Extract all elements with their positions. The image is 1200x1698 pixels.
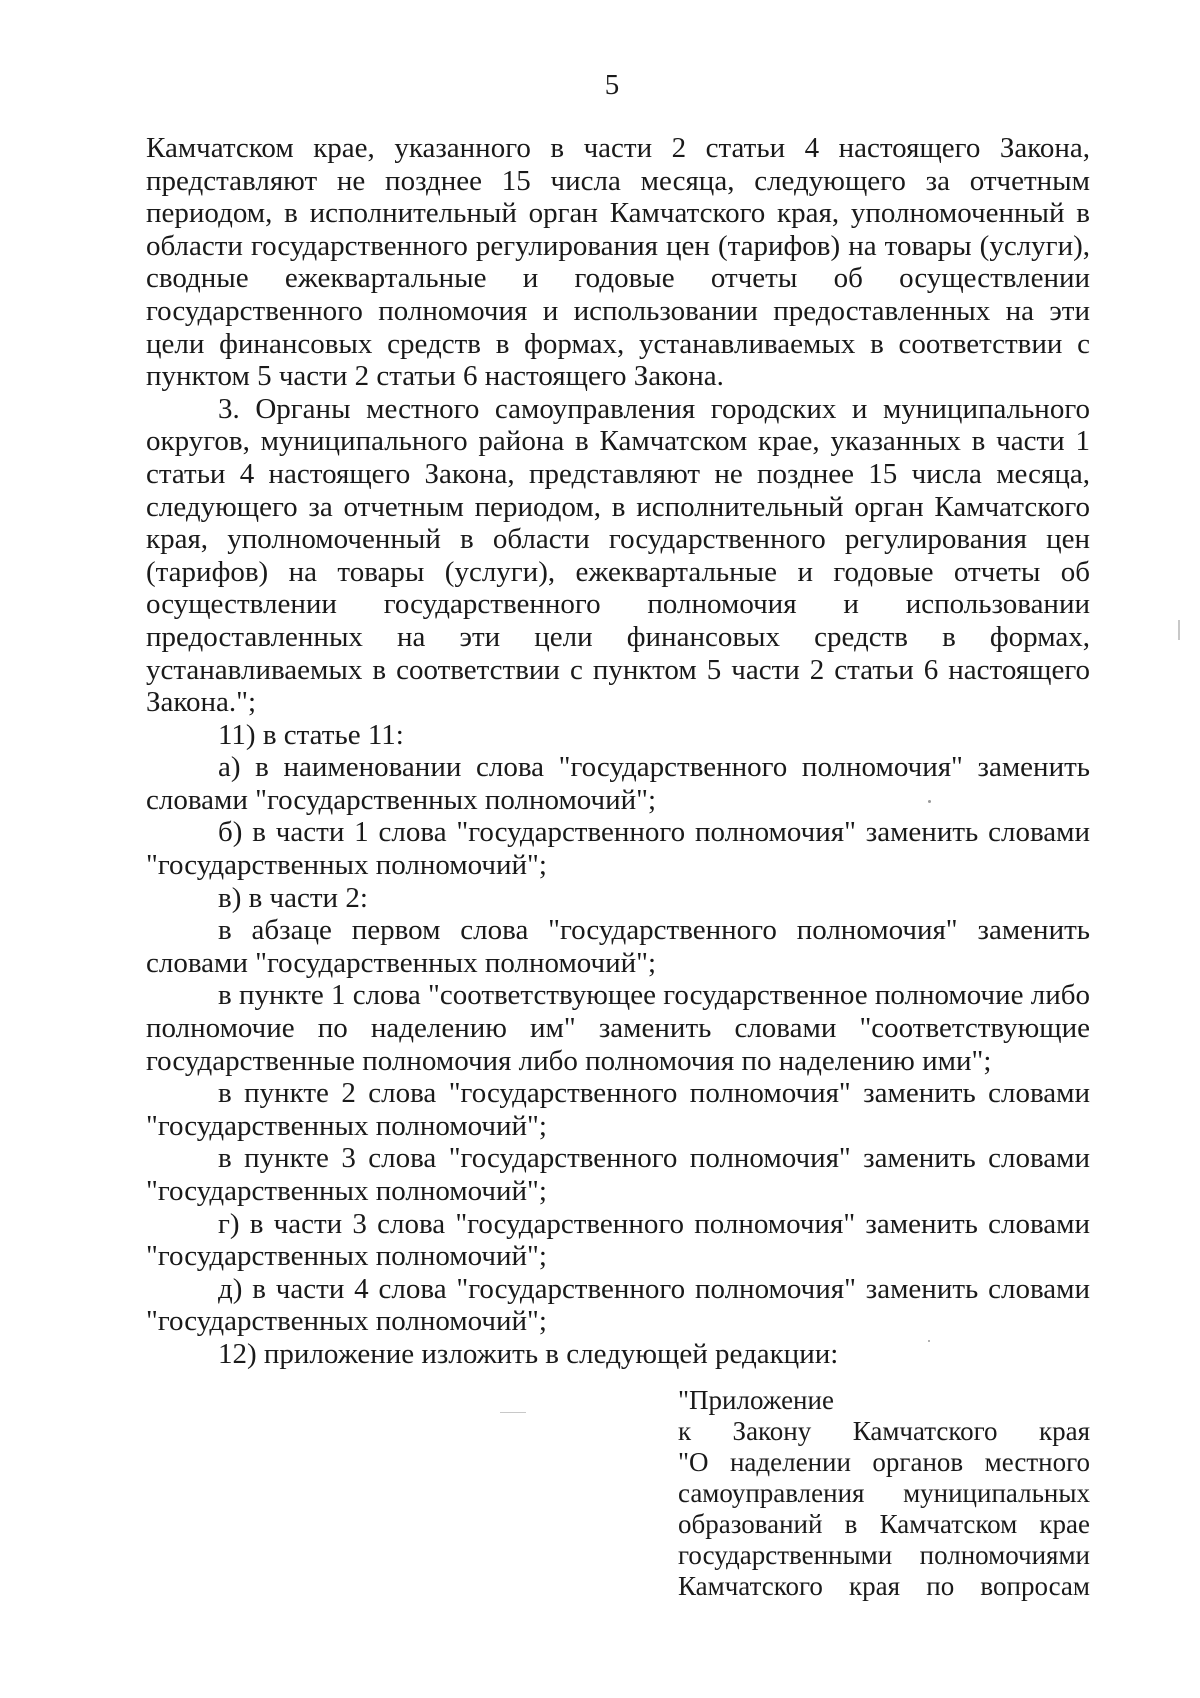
appendix-line: государственными полномочиями xyxy=(678,1540,1090,1570)
paragraph: в пункте 2 слова "государственного полномочия" заменить словами "государственных полномочий"; xyxy=(146,1077,1090,1142)
paragraph: в пункте 1 слова "соответствующее государственное полномочие либо полномочие по наделению им" заменить словами "соответствующие государственные полномочия либо полномочия по наделению ими"; xyxy=(146,979,1090,1077)
appendix-line: образований в Камчатском крае xyxy=(678,1509,1090,1539)
scan-mark xyxy=(500,1412,526,1413)
paragraph: 12) приложение изложить в следующей редакции: xyxy=(218,1337,839,1370)
paragraph: 11) в статье 11: xyxy=(218,718,404,751)
document-body xyxy=(146,132,1090,1371)
appendix-header xyxy=(678,1385,1090,1602)
paragraph: д) в части 4 слова "государственного полномочия" заменить словами "государственных полномочий"; xyxy=(146,1272,1090,1338)
appendix-line: "О наделении органов местного xyxy=(678,1447,1090,1477)
paragraph: 3. Органы местного самоуправления городских и муниципального округов, муниципального района в Камчатском крае, указанных в части 1 статьи 4 настоящего Закона, представляют не позднее 15 числа месяца, следующего за отчетным периодом, в исполнительный орган Камчатского края, уполномоченный в области государственного регулирования цен (тарифов) на товары (услуги), ежеквартальные и годовые отчеты об осуществлении государственного полномочия и использовании предоставленных на эти цели финансовых средств в формах, устанавливаемых в соответствии с пунктом 5 части 2 статьи 6 настоящего Закона."; xyxy=(146,392,1090,719)
appendix-line: "Приложение xyxy=(678,1385,834,1415)
paragraph: г) в части 3 слова "государственного полномочия" заменить словами "государственных полномочий"; xyxy=(146,1207,1090,1273)
paragraph: а) в наименовании слова "государственного полномочия" заменить словами "государственных полномочий"; xyxy=(146,751,1090,816)
scan-speck xyxy=(928,800,931,803)
paragraph: в) в части 2: xyxy=(218,881,368,914)
paragraph: в абзаце первом слова "государственного полномочия" заменить словами "государственных полномочий"; xyxy=(146,914,1090,979)
paragraph: в пункте 3 слова "государственного полномочия" заменить словами "государственных полномочий"; xyxy=(146,1142,1090,1207)
paragraph: б) в части 1 слова "государственного полномочия" заменить словами "государственных полномочий"; xyxy=(146,816,1090,882)
scan-speck xyxy=(928,1340,930,1342)
scan-mark xyxy=(1178,620,1180,640)
appendix-line: к Закону Камчатского края xyxy=(678,1416,1090,1446)
appendix-line: Камчатского края по вопросам xyxy=(678,1571,1090,1601)
paragraph: Камчатском крае, указанного в части 2 статьи 4 настоящего Закона, представляют не позднее 15 числа месяца, следующего за отчетным периодом, в исполнительный орган Камчатского края, уполномоченный в области государственного регулирования цен (тарифов) на товары (услуги), сводные ежеквартальные и годовые отчеты об осуществлении государственного полномочия и использовании предоставленных на эти цели финансовых средств в формах, устанавливаемых в соответствии с пунктом 5 части 2 статьи 6 настоящего Закона. xyxy=(146,132,1090,393)
appendix-line: самоуправления муниципальных xyxy=(678,1478,1090,1508)
page-number: 5 xyxy=(604,69,620,101)
